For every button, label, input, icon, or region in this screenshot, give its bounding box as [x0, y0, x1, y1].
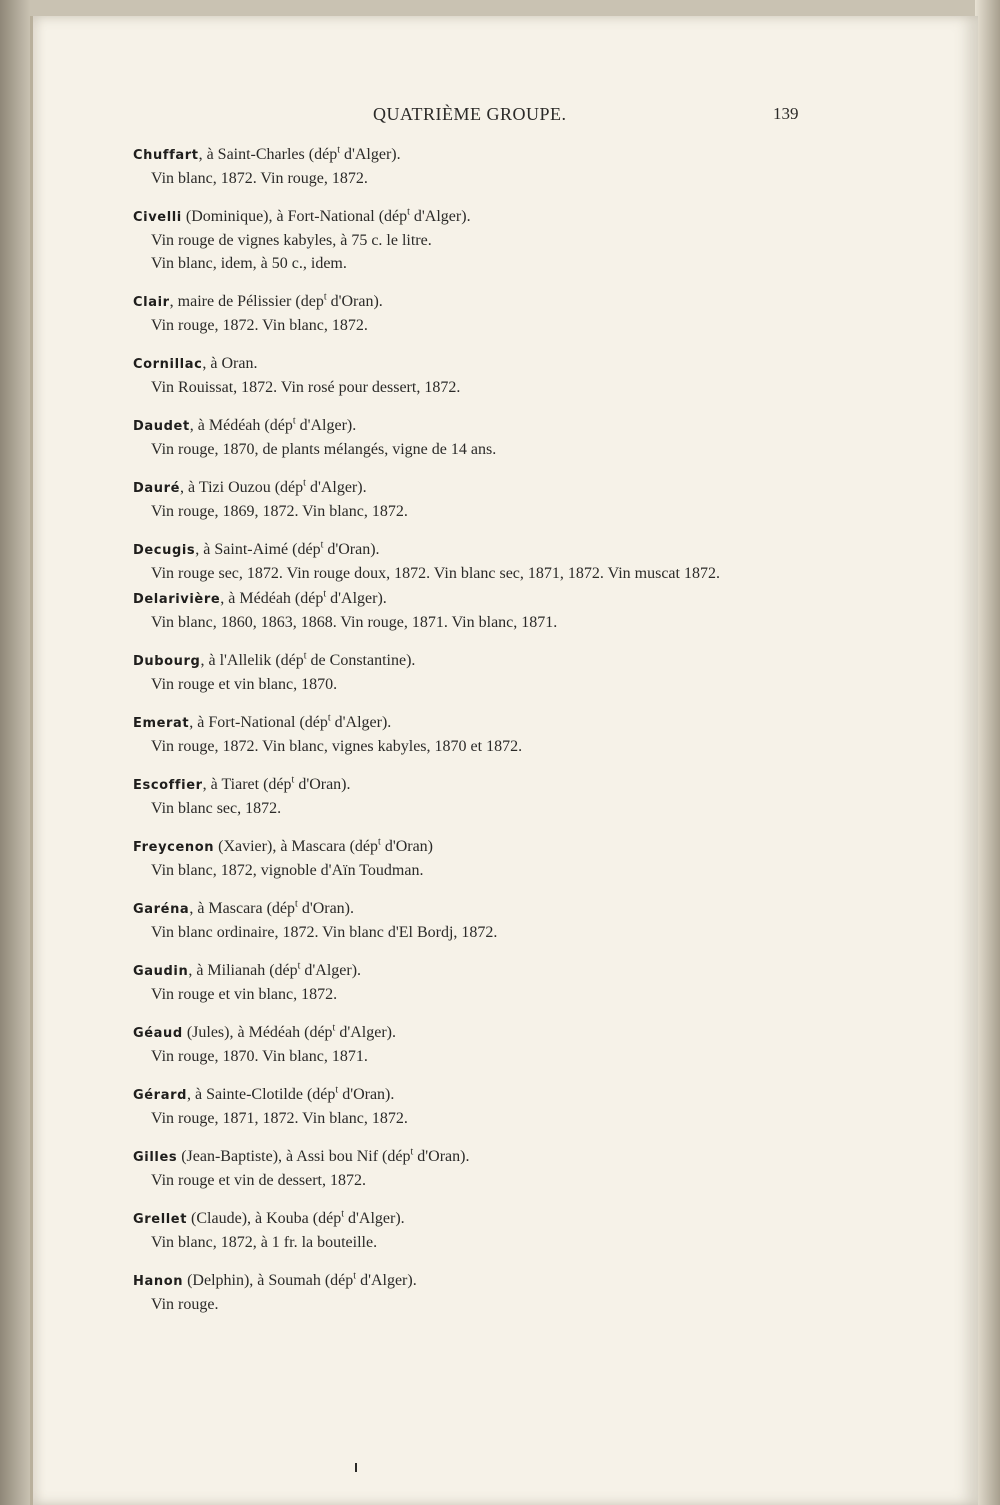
exhibitor-name: Chuffart	[133, 148, 199, 163]
list-item	[133, 1021, 893, 1068]
entry-heading: Civelli (Dominique), à Fort-National (dép$^t$ d'Alger).	[133, 206, 471, 225]
list-item	[133, 711, 893, 758]
list-item	[133, 835, 893, 882]
list-item	[133, 1083, 893, 1130]
entry-detail: Vin rouge de vignes kabyles, à 75 c. le litre.	[151, 232, 432, 249]
exhibitor-name: Gilles	[133, 1150, 178, 1165]
exhibitor-name: Daudet	[133, 419, 190, 434]
list-item	[133, 649, 893, 696]
entry-heading: Cornillac, à Oran.	[133, 355, 258, 372]
list-item	[133, 587, 893, 634]
entry-detail: Vin blanc, 1872, à 1 fr. la bouteille.	[151, 1234, 378, 1251]
exhibitor-name: Civelli	[133, 210, 182, 225]
exhibitor-name: Dauré	[133, 481, 181, 496]
entry-detail: Vin blanc, 1860, 1863, 1868. Vin rouge, 1871. Vin blanc, 1871.	[151, 614, 558, 631]
entry-detail: Vin rouge et vin blanc, 1870.	[151, 676, 338, 693]
entry-list	[133, 143, 893, 1331]
entry-heading: Géaud (Jules), à Médéah (dép$^t$ d'Alger).	[133, 1022, 396, 1041]
book-page	[30, 16, 978, 1505]
entry-detail: Vin rouge, 1871, 1872. Vin blanc, 1872.	[151, 1110, 408, 1127]
entry-detail: Vin blanc, idem, à 50 c., idem.	[151, 255, 347, 272]
entry-detail: Vin rouge, 1870. Vin blanc, 1871.	[151, 1048, 368, 1065]
entry-detail: Vin blanc, 1872. Vin rouge, 1872.	[151, 170, 368, 187]
entry-heading: Freycenon (Xavier), à Mascara (dép$^t$ d'Oran)	[133, 836, 434, 855]
exhibitor-name: Delarivière	[133, 592, 221, 607]
list-item	[133, 476, 893, 523]
entry-heading: Hanon (Delphin), à Soumah (dép$^t$ d'Alger).	[133, 1270, 417, 1289]
entry-heading: Dubourg, à l'Allelik (dép$^t$ de Constantine).	[133, 650, 416, 669]
entry-detail: Vin rouge, 1872. Vin blanc, 1872.	[151, 317, 368, 334]
entry-heading: Gaudin, à Milianah (dép$^t$ d'Alger).	[133, 960, 362, 979]
exhibitor-name: Gérard	[133, 1088, 187, 1103]
list-item	[133, 205, 893, 275]
list-item	[133, 290, 893, 337]
entry-heading: Chuffart, à Saint-Charles (dép$^t$ d'Alger).	[133, 144, 401, 163]
list-item	[133, 1269, 893, 1316]
exhibitor-name: Clair	[133, 295, 170, 310]
entry-detail: Vin blanc sec, 1872.	[151, 800, 282, 817]
page-number: 139	[773, 104, 799, 123]
entry-detail: Vin Rouissat, 1872. Vin rosé pour dessert, 1872.	[151, 379, 461, 396]
entry-heading: Daudet, à Médéah (dép$^t$ d'Alger).	[133, 415, 357, 434]
exhibitor-name: Freycenon	[133, 840, 215, 855]
entry-detail: Vin rouge, 1872. Vin blanc, vignes kabyles, 1870 et 1872.	[151, 738, 523, 755]
list-item	[133, 959, 893, 1006]
entry-heading: Decugis, à Saint-Aimé (dép$^t$ d'Oran).	[133, 539, 380, 558]
list-item	[133, 773, 893, 820]
list-item	[133, 143, 893, 190]
entry-heading: Gérard, à Sainte-Clotilde (dép$^t$ d'Oran).	[133, 1084, 395, 1103]
exhibitor-name: Hanon	[133, 1274, 184, 1289]
list-item	[133, 538, 893, 585]
entry-heading: Grellet (Claude), à Kouba (dép$^t$ d'Alger).	[133, 1208, 405, 1227]
list-item	[133, 414, 893, 461]
exhibitor-name: Gaudin	[133, 964, 189, 979]
entry-heading: Garéna, à Mascara (dép$^t$ d'Oran).	[133, 898, 355, 917]
page-title: QUATRIÈME GROUPE.	[373, 104, 567, 124]
exhibitor-name: Emerat	[133, 716, 190, 731]
exhibitor-name: Géaud	[133, 1026, 183, 1041]
list-item	[133, 1207, 893, 1254]
book-gutter	[0, 0, 30, 1505]
entry-heading: Gilles (Jean-Baptiste), à Assi bou Nif (dép$^t$ d'Oran).	[133, 1146, 470, 1165]
list-item	[133, 897, 893, 944]
exhibitor-name: Dubourg	[133, 654, 201, 669]
list-item	[133, 1145, 893, 1192]
entry-detail: Vin rouge et vin blanc, 1872.	[151, 986, 338, 1003]
entry-heading: Dauré, à Tizi Ouzou (dép$^t$ d'Alger).	[133, 477, 367, 496]
list-item	[133, 352, 893, 399]
exhibitor-name: Grellet	[133, 1212, 188, 1227]
exhibitor-name: Garéna	[133, 902, 190, 917]
exhibitor-name: Decugis	[133, 543, 196, 558]
entry-detail: Vin rouge et vin de dessert, 1872.	[151, 1172, 366, 1189]
entry-heading: Emerat, à Fort-National (dép$^t$ d'Alger).	[133, 712, 392, 731]
entry-detail: Vin blanc ordinaire, 1872. Vin blanc d'El Bordj, 1872.	[151, 924, 498, 941]
running-header	[33, 104, 978, 128]
entry-heading: Clair, maire de Pélissier (dep$^t$ d'Oran).	[133, 291, 383, 310]
exhibitor-name: Escoffier	[133, 778, 203, 793]
entry-heading: Delarivière, à Médéah (dép$^t$ d'Alger).	[133, 588, 387, 607]
entry-heading: Escoffier, à Tiaret (dép$^t$ d'Oran).	[133, 774, 351, 793]
exhibitor-name: Cornillac	[133, 357, 203, 372]
entry-detail: Vin rouge, 1869, 1872. Vin blanc, 1872.	[151, 503, 408, 520]
entry-detail: Vin blanc, 1872, vignoble d'Aïn Toudman.	[151, 862, 424, 879]
page-edge	[975, 0, 1000, 1505]
ink-mark	[355, 1463, 357, 1472]
entry-detail: Vin rouge sec, 1872. Vin rouge doux, 1872. Vin blanc sec, 1871, 1872. Vin muscat 1872.	[151, 565, 720, 582]
entry-detail: Vin rouge.	[151, 1296, 219, 1313]
entry-detail: Vin rouge, 1870, de plants mélangés, vigne de 14 ans.	[151, 441, 497, 458]
